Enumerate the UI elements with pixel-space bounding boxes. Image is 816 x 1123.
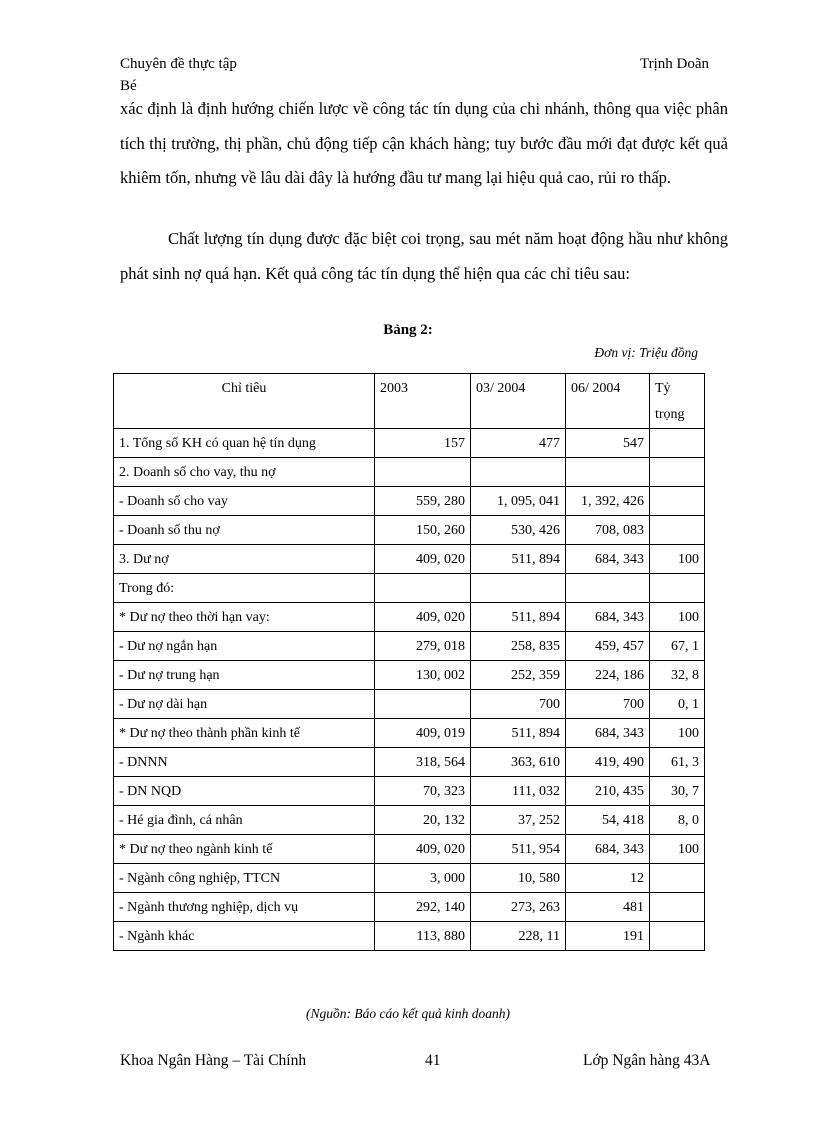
row-value: 511, 894 <box>471 545 566 574</box>
row-value <box>566 458 650 487</box>
table-row <box>114 632 705 661</box>
row-value: 684, 343 <box>566 545 650 574</box>
row-label: - Hé gia đình, cá nhân <box>114 806 375 835</box>
row-label: - Ngành công nghiệp, TTCN <box>114 864 375 893</box>
header-left <box>120 53 237 97</box>
row-value: 511, 954 <box>471 835 566 864</box>
row-value: 409, 020 <box>375 835 471 864</box>
row-value: 684, 343 <box>566 835 650 864</box>
row-value: 12 <box>566 864 650 893</box>
row-value <box>650 487 705 516</box>
row-value: 511, 894 <box>471 719 566 748</box>
row-value: 292, 140 <box>375 893 471 922</box>
table-row <box>114 806 705 835</box>
row-value: 100 <box>650 835 705 864</box>
paragraph-2 <box>120 222 728 291</box>
row-value <box>375 690 471 719</box>
row-value: 530, 426 <box>471 516 566 545</box>
row-value: 252, 359 <box>471 661 566 690</box>
row-value: 708, 083 <box>566 516 650 545</box>
table-row <box>114 777 705 806</box>
row-value: 191 <box>566 922 650 951</box>
row-value: 481 <box>566 893 650 922</box>
row-value: 210, 435 <box>566 777 650 806</box>
row-value: 1, 095, 041 <box>471 487 566 516</box>
credit-table <box>113 373 705 951</box>
row-value: 8, 0 <box>650 806 705 835</box>
row-value: 67, 1 <box>650 632 705 661</box>
row-value <box>471 574 566 603</box>
row-value: 318, 564 <box>375 748 471 777</box>
row-label: - DNNN <box>114 748 375 777</box>
table-row <box>114 661 705 690</box>
row-value <box>650 922 705 951</box>
row-value: 32, 8 <box>650 661 705 690</box>
row-value: 459, 457 <box>566 632 650 661</box>
table-row <box>114 864 705 893</box>
row-label: - Doanh số thu nợ <box>114 516 375 545</box>
row-value: 100 <box>650 545 705 574</box>
table-row <box>114 487 705 516</box>
header-title: Chuyên đề thực tập <box>120 56 237 72</box>
table-header-row <box>114 374 705 429</box>
header-title-cont: Bé <box>120 78 137 94</box>
row-label: - Ngành thương nghiệp, dịch vụ <box>114 893 375 922</box>
row-value: 100 <box>650 603 705 632</box>
row-value: 684, 343 <box>566 719 650 748</box>
table-unit: Đơn vị: Triệu đồng <box>594 345 698 360</box>
row-value: 409, 020 <box>375 603 471 632</box>
row-value: 224, 186 <box>566 661 650 690</box>
row-label: 3. Dư nợ <box>114 545 375 574</box>
table-header-cell: Tỷ trọng <box>650 374 705 429</box>
row-value: 3, 000 <box>375 864 471 893</box>
row-label: 2. Doanh số cho vay, thu nợ <box>114 458 375 487</box>
row-value: 30, 7 <box>650 777 705 806</box>
table-row <box>114 574 705 603</box>
row-value: 547 <box>566 429 650 458</box>
table-row <box>114 922 705 951</box>
table-row <box>114 690 705 719</box>
row-value: 61, 3 <box>650 748 705 777</box>
row-value: 363, 610 <box>471 748 566 777</box>
row-value: 700 <box>566 690 650 719</box>
row-label: Trong đó: <box>114 574 375 603</box>
table-row <box>114 458 705 487</box>
table-source: (Nguồn: Báo cáo kết quả kinh doanh) <box>306 1006 510 1021</box>
footer-faculty: Khoa Ngân Hàng – Tài Chính <box>120 1052 307 1069</box>
table-row <box>114 429 705 458</box>
row-value: 70, 323 <box>375 777 471 806</box>
row-value <box>650 893 705 922</box>
table-row <box>114 545 705 574</box>
row-label: - Dư nợ ngắn hạn <box>114 632 375 661</box>
row-value: 684, 343 <box>566 603 650 632</box>
table-row <box>114 603 705 632</box>
table-caption: Bảng 2: <box>383 322 433 338</box>
header-author: Trịnh Doãn <box>640 56 710 72</box>
table-header-cell: 06/ 2004 <box>566 374 650 429</box>
table-row <box>114 719 705 748</box>
row-value: 419, 490 <box>566 748 650 777</box>
row-value: 150, 260 <box>375 516 471 545</box>
table-header-cell: Chỉ tiêu <box>114 374 375 429</box>
paragraph-1: xác định là định hướng chiến lược về công tác tín dụng của chi nhánh, thông qua việc phân tích thị trường, thị phần, chủ động tiếp cận khách hàng; tuy bước đầu mới đạt được kết quả khiêm tốn, nhưng về lâu dài đây là hướng đầu tư mang lại hiệu quả cao, rủi ro thấp. <box>120 99 728 187</box>
row-label: - Ngành khác <box>114 922 375 951</box>
row-label: - Doanh số cho vay <box>114 487 375 516</box>
table-row <box>114 516 705 545</box>
row-value: 111, 032 <box>471 777 566 806</box>
row-label: * Dư nợ theo thành phần kinh tế <box>114 719 375 748</box>
row-value: 559, 280 <box>375 487 471 516</box>
row-value <box>650 864 705 893</box>
row-value <box>471 458 566 487</box>
footer-page-number: 41 <box>425 1052 441 1069</box>
row-value <box>375 574 471 603</box>
row-value: 157 <box>375 429 471 458</box>
row-value <box>650 516 705 545</box>
row-value: 258, 835 <box>471 632 566 661</box>
table-header-cell: 2003 <box>375 374 471 429</box>
row-value: 37, 252 <box>471 806 566 835</box>
row-value: 228, 11 <box>471 922 566 951</box>
row-label: - DN NQD <box>114 777 375 806</box>
row-label: 1. Tổng số KH có quan hệ tín dụng <box>114 429 375 458</box>
row-value: 130, 002 <box>375 661 471 690</box>
row-value: 10, 580 <box>471 864 566 893</box>
row-value <box>650 458 705 487</box>
table-row <box>114 748 705 777</box>
row-label: * Dư nợ theo ngành kinh tế <box>114 835 375 864</box>
row-value <box>566 574 650 603</box>
table-header-cell: 03/ 2004 <box>471 374 566 429</box>
table-row <box>114 835 705 864</box>
row-value: 54, 418 <box>566 806 650 835</box>
row-value: 279, 018 <box>375 632 471 661</box>
row-value <box>650 574 705 603</box>
row-value: 477 <box>471 429 566 458</box>
row-value <box>375 458 471 487</box>
row-value: 511, 894 <box>471 603 566 632</box>
row-value: 113, 880 <box>375 922 471 951</box>
row-value: 409, 020 <box>375 545 471 574</box>
row-label: - Dư nợ trung hạn <box>114 661 375 690</box>
table-row <box>114 893 705 922</box>
row-value: 273, 263 <box>471 893 566 922</box>
footer-class: Lớp Ngân hàng 43A <box>583 1052 711 1069</box>
row-label: - Dư nợ dài hạn <box>114 690 375 719</box>
row-value <box>650 429 705 458</box>
row-value: 1, 392, 426 <box>566 487 650 516</box>
paragraph-2-text: Chất lượng tín dụng được đặc biệt coi trọng, sau mét năm hoạt động hầu như không phát sinh nợ quá hạn. Kết quả công tác tín dụng thể hiện qua các chỉ tiêu sau: <box>120 229 728 283</box>
row-value: 100 <box>650 719 705 748</box>
row-value: 700 <box>471 690 566 719</box>
row-value: 20, 132 <box>375 806 471 835</box>
row-value: 0, 1 <box>650 690 705 719</box>
row-label: * Dư nợ theo thời hạn vay: <box>114 603 375 632</box>
row-value: 409, 019 <box>375 719 471 748</box>
